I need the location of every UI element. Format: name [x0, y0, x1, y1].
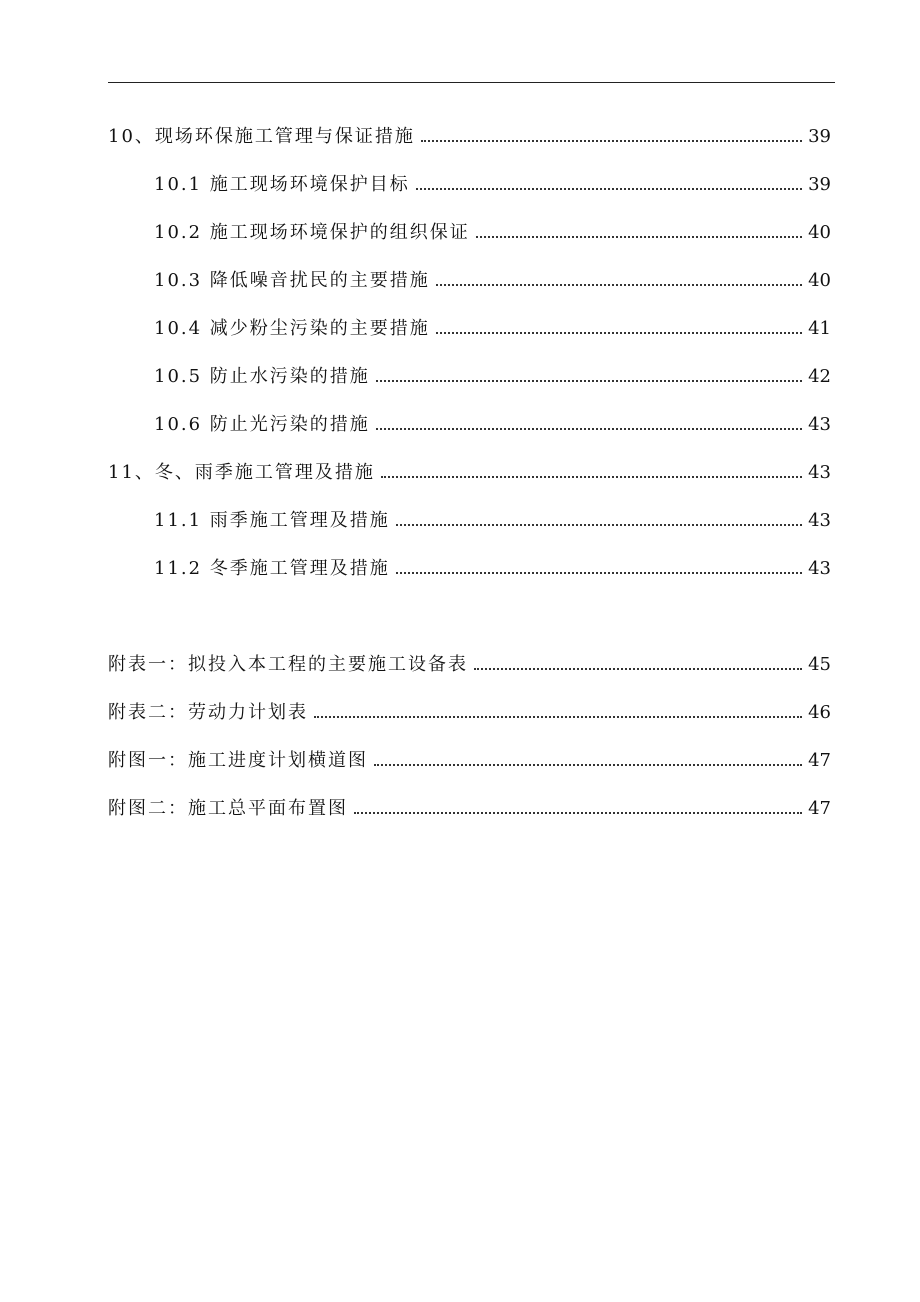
- toc-entry-label: 附图一：施工进度计划横道图: [108, 750, 368, 771]
- toc-entry-label: 10.6 防止光污染的措施: [154, 414, 370, 435]
- dot-leader: [354, 812, 802, 814]
- toc-entry-label: 附图二：施工总平面布置图: [108, 798, 348, 819]
- dot-leader: [376, 380, 802, 382]
- toc-entry-10-4[interactable]: [154, 310, 831, 340]
- toc-entry-section-10[interactable]: [108, 118, 831, 148]
- toc-entry-10-1[interactable]: [154, 166, 831, 196]
- toc-entry-10-3[interactable]: [154, 262, 831, 292]
- toc-entry-label: 11.2 冬季施工管理及措施: [154, 558, 390, 579]
- toc-entry-label: 11、冬、雨季施工管理及措施: [108, 462, 375, 483]
- toc-entry-10-6[interactable]: [154, 406, 831, 436]
- dot-leader: [474, 668, 802, 670]
- toc-entry-11-2[interactable]: [154, 550, 831, 580]
- toc-entry-10-2[interactable]: [154, 214, 831, 244]
- toc-entry-label: 附表二：劳动力计划表: [108, 702, 308, 723]
- toc-entry-page: 42: [808, 366, 831, 387]
- toc-entry-page: 47: [808, 750, 831, 771]
- dot-leader: [416, 188, 802, 190]
- dot-leader: [374, 764, 802, 766]
- toc-entry-page: 40: [808, 270, 831, 291]
- toc-entry-section-11[interactable]: [108, 454, 831, 484]
- toc-entry-label: 10.3 降低噪音扰民的主要措施: [154, 270, 430, 291]
- toc-entry-label: 10、现场环保施工管理与保证措施: [108, 126, 415, 147]
- dot-leader: [376, 428, 802, 430]
- toc-entry-label: 11.1 雨季施工管理及措施: [154, 510, 390, 531]
- header-rule: [108, 82, 835, 83]
- dot-leader: [314, 716, 802, 718]
- dot-leader: [396, 524, 802, 526]
- toc-entry-page: 43: [808, 558, 831, 579]
- toc-entry-page: 41: [808, 318, 831, 339]
- toc-entry-label: 10.4 减少粉尘污染的主要措施: [154, 318, 430, 339]
- toc-entry-label: 10.1 施工现场环境保护目标: [154, 174, 410, 195]
- toc-entry-page: 43: [808, 510, 831, 531]
- toc-entry-appendix-figure-2[interactable]: [108, 790, 831, 820]
- toc-entry-page: 39: [808, 126, 831, 147]
- toc-entry-appendix-table-2[interactable]: [108, 694, 831, 724]
- toc-entry-page: 46: [808, 702, 831, 723]
- toc-entry-page: 43: [808, 462, 831, 483]
- dot-leader: [476, 236, 802, 238]
- toc-entry-page: 45: [808, 654, 831, 675]
- toc-entry-page: 47: [808, 798, 831, 819]
- toc-entry-10-5[interactable]: [154, 358, 831, 388]
- toc-entry-page: 39: [808, 174, 831, 195]
- toc-entry-label: 10.5 防止水污染的措施: [154, 366, 370, 387]
- toc-entry-page: 43: [808, 414, 831, 435]
- toc-entry-page: 40: [808, 222, 831, 243]
- toc-entry-11-1[interactable]: [154, 502, 831, 532]
- dot-leader: [436, 332, 802, 334]
- toc-entry-appendix-table-1[interactable]: [108, 646, 831, 676]
- toc-entry-appendix-figure-1[interactable]: [108, 742, 831, 772]
- dot-leader: [436, 284, 802, 286]
- toc-entry-label: 10.2 施工现场环境保护的组织保证: [154, 222, 470, 243]
- dot-leader: [396, 572, 802, 574]
- dot-leader: [381, 476, 802, 478]
- toc-entry-label: 附表一：拟投入本工程的主要施工设备表: [108, 654, 468, 675]
- dot-leader: [421, 140, 802, 142]
